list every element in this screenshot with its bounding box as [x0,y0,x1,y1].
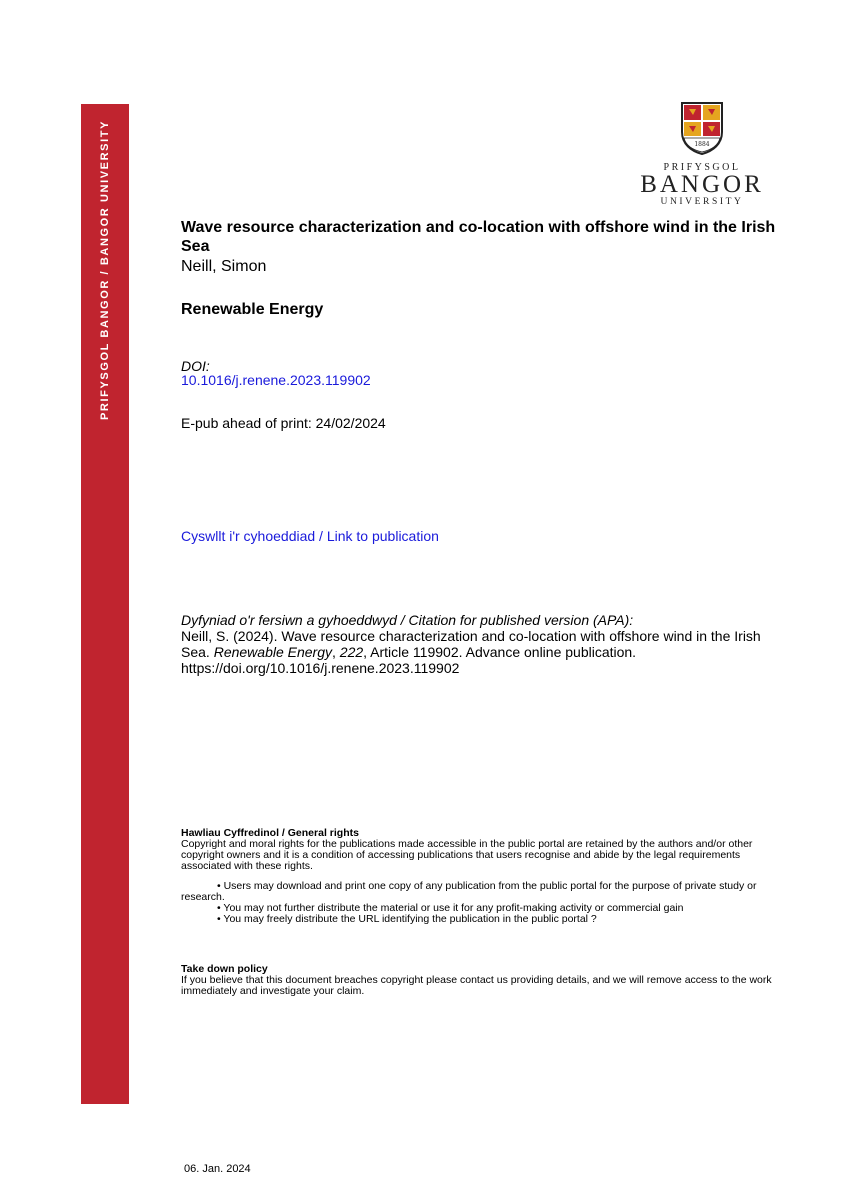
rights-bullet: • Users may download and print one copy of any publication from the public portal for the purpose of private study or research. [181,880,757,903]
citation-block [181,612,781,676]
journal-name: Renewable Energy [181,301,324,318]
citation-sep: , [332,644,340,660]
rights-list [181,881,781,925]
author-name: Neill, Simon [181,258,267,275]
citation-part1: Neill, S. (2024). Wave resource characterization and co-location with offshore wind in the Irish Sea. [181,628,761,660]
publication-title: Wave resource characterization and co-location with offshore wind in the Irish Sea [181,219,776,255]
logo-top-text: PRIFYSGOL [663,162,741,173]
footer-date: 06. Jan. 2024 [184,1163,251,1175]
rights-heading: Hawliau Cyffredinol / General rights [181,827,359,839]
citation-part2: , Article 119902. Advance online publication. https://doi.org/10.1016/j.renene.2023.119902 [181,644,637,676]
rights-bullet: • You may not further distribute the material or use it for any profit-making activity or commercial gain [217,902,684,914]
takedown-policy-section [181,964,781,997]
citation-journal: Renewable Energy [213,644,332,660]
sidebar-label: PRIFYSGOL BANGOR / BANGOR UNIVERSITY [99,119,111,421]
crest-icon [679,100,725,156]
doi-label: DOI: [181,358,210,374]
epub-date: E-pub ahead of print: 24/02/2024 [181,415,386,431]
publication-link[interactable]: Cyswllt i'r cyhoeddiad / Link to publication [181,528,439,544]
doi-link[interactable]: 10.1016/j.renene.2023.119902 [181,372,371,388]
takedown-heading: Take down policy [181,963,268,975]
crest-year: 1884 [694,141,710,148]
takedown-text: If you believe that this document breaches copyright please contact us providing details, and we will remove access to the work immediately and investigate your claim. [181,974,772,997]
rights-bullet: • You may freely distribute the URL identifying the publication in the public portal ? [217,913,597,925]
citation-label: Dyfyniad o'r fersiwn a gyhoeddwyd / Citation for published version (APA): [181,612,634,628]
citation-text [181,628,781,676]
logo-bottom-text: UNIVERSITY [660,197,744,207]
general-rights-section [181,828,781,925]
citation-volume: 222 [339,644,364,660]
logo-main-text: BANGOR [640,171,764,198]
bangor-university-logo [632,100,772,212]
rights-text: Copyright and moral rights for the publications made accessible in the public portal are retained by the authors and/or other copyright owners and it is a condition of accessing publications that users recognise and abide by the legal requirements associated with these rights. [181,838,753,872]
